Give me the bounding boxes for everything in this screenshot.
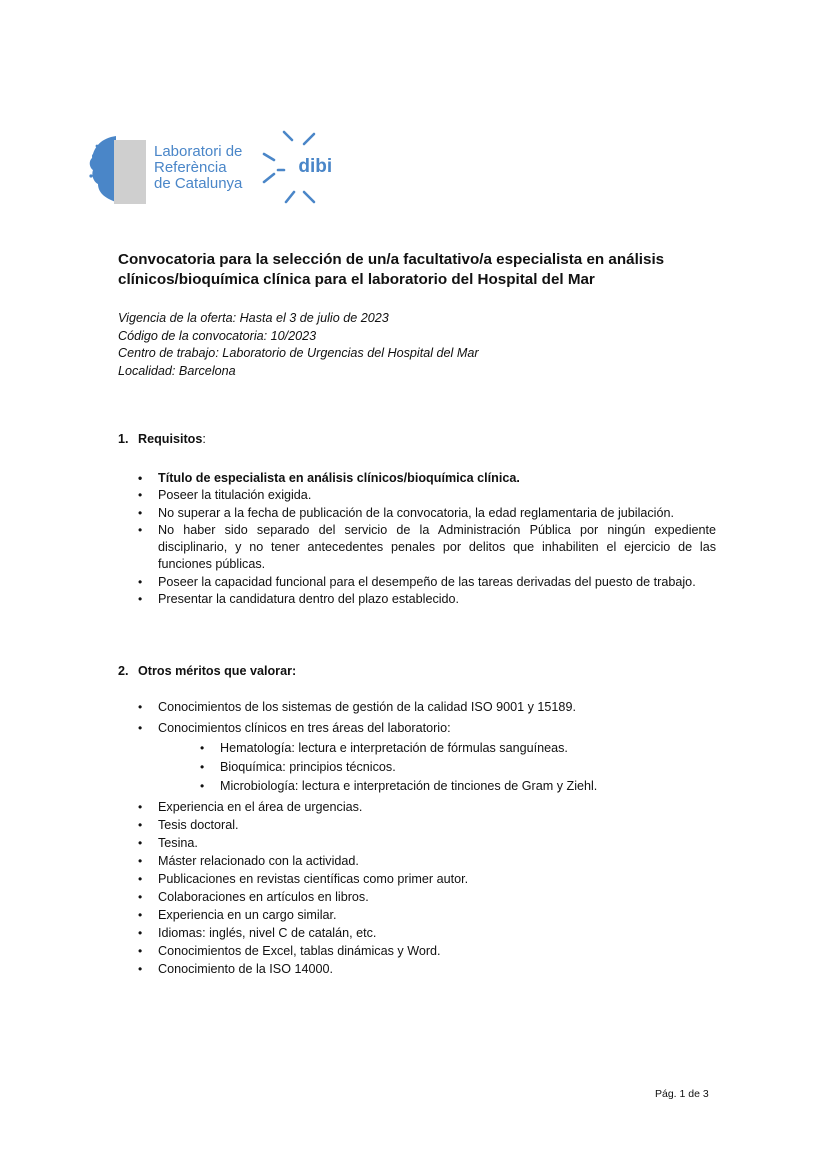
list-item: • Idiomas: inglés, nivel C de catalán, etc.	[158, 924, 716, 942]
section-1-heading	[118, 431, 206, 448]
sublist-item: • Microbiología: lectura e interpretación de tinciones de Gram y Ziehl.	[220, 777, 716, 796]
list-item: • Título de especialista en análisis clínicos/bioquímica clínica.	[158, 470, 716, 487]
section-1-colon: :	[202, 432, 206, 446]
page-number: Pág. 1 de 3	[655, 1088, 709, 1100]
merits-list	[158, 698, 716, 978]
list-item: • Tesis doctoral.	[158, 816, 716, 834]
list-item: • Experiencia en el área de urgencias.	[158, 798, 716, 816]
meta-vigencia: Vigencia de la oferta: Hasta el 3 de julio de 2023	[118, 311, 389, 325]
lrc-head-icon	[88, 132, 116, 204]
list-item: • Poseer la capacidad funcional para el desempeño de las tareas derivadas del puesto de trabajo.	[158, 574, 716, 591]
list-item: • Colaboraciones en artículos en libros.	[158, 888, 716, 906]
header-logos	[88, 130, 334, 206]
list-item: • Tesina.	[158, 834, 716, 852]
sublist-item: • Hematología: lectura e interpretación de fórmulas sanguíneas.	[220, 739, 716, 758]
section-2-label: Otros méritos que valorar:	[138, 664, 297, 678]
list-item	[158, 719, 716, 796]
meta-centro: Centro de trabajo: Laboratorio de Urgencias del Hospital del Mar	[118, 346, 479, 360]
meta-localidad: Localidad: Barcelona	[118, 363, 236, 378]
requirements-list	[158, 470, 716, 608]
list-item: • No superar a la fecha de publicación de la convocatoria, la edad reglamentaria de jubilación.	[158, 505, 716, 522]
section-1-number: 1.	[118, 432, 129, 446]
meta-codigo: Código de la convocatoria: 10/2023	[118, 328, 317, 343]
lrc-logo-text: Laboratori de Referència de Catalunya	[154, 143, 243, 192]
list-item: • Conocimiento de la ISO 14000.	[158, 960, 716, 978]
offer-meta	[118, 310, 479, 380]
list-item: • No haber sido separado del servicio de la Administración Pública por ningún expediente disciplinario, y no tener antecedentes penales por delitos que inhabiliten el ejercicio de las funciones públicas.	[158, 522, 716, 574]
lrc-logo-mark	[88, 132, 146, 204]
list-item: • Experiencia en un cargo similar.	[158, 906, 716, 924]
list-item-text: Conocimientos clínicos en tres áreas del laboratorio:	[158, 721, 451, 735]
list-item: • Máster relacionado con la actividad.	[158, 852, 716, 870]
list-item: • Publicaciones en revistas científicas como primer autor.	[158, 870, 716, 888]
section-2-number: 2.	[118, 664, 129, 678]
list-item: • Conocimientos de Excel, tablas dinámicas y Word.	[158, 942, 716, 960]
clinical-areas-sublist	[220, 739, 716, 796]
list-item: • Poseer la titulación exigida.	[158, 487, 716, 504]
lrc-grey-block	[114, 140, 146, 204]
dibi-logo-text: dibi	[298, 156, 333, 177]
section-2-heading	[118, 663, 296, 680]
dibi-logo	[262, 130, 334, 206]
sublist-item: • Bioquímica: principios técnicos.	[220, 758, 716, 777]
list-item: • Conocimientos de los sistemas de gestión de la calidad ISO 9001 y 15189.	[158, 698, 716, 716]
section-1-label: Requisitos	[138, 432, 203, 446]
list-item: • Presentar la candidatura dentro del plazo establecido.	[158, 591, 716, 608]
page-title: Convocatoria para la selección de un/a facultativo/a especialista en análisis clínicos/bioquímica clínica para el laboratorio del Hospital del Mar	[118, 251, 665, 288]
